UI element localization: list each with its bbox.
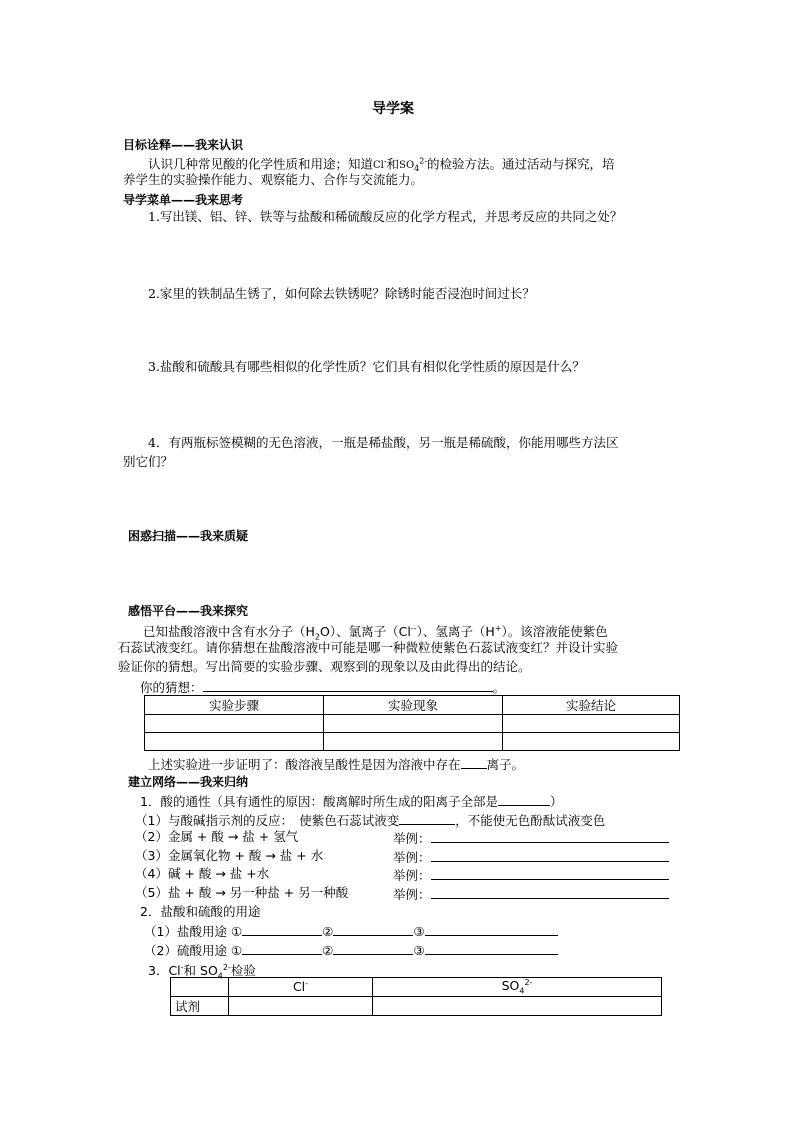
use-blank[interactable] bbox=[333, 941, 413, 955]
goals-line-2: 养学生的实验操作能力、观察能力、合作与交流能力。 bbox=[123, 172, 424, 187]
goals-text-b: 和 bbox=[386, 156, 400, 172]
example-label: 举例： bbox=[393, 848, 669, 866]
table-cell[interactable] bbox=[229, 996, 373, 1015]
uses-heading: 2．盐酸和硫酸的用途 bbox=[140, 904, 261, 919]
example-label: 举例： bbox=[393, 885, 669, 903]
table-row-reagent: 试剂 bbox=[171, 996, 229, 1015]
use-blank[interactable] bbox=[425, 941, 558, 955]
goals-text-a: 认识几种常见酸的化学性质和用途；知道 bbox=[148, 156, 374, 172]
question-4-line-1: 4．有两瓶标签模糊的无色溶液，一瓶是稀盐酸，另一瓶是稀硫酸，你能用哪些方法区 bbox=[148, 435, 619, 450]
use-blank[interactable] bbox=[425, 922, 558, 936]
table-header-phenomena: 实验现象 bbox=[324, 696, 503, 715]
explore-line-2: 石蕊试液变红。请你猜想在盐酸溶液中可能是哪一种微粒使紫色石蕊试液变红？并设计实验 bbox=[118, 640, 619, 655]
chloride-ion: Cl- bbox=[373, 157, 387, 172]
table-cell[interactable] bbox=[503, 733, 680, 751]
cation-blank[interactable] bbox=[498, 792, 550, 806]
experiment-table bbox=[144, 695, 680, 751]
table-cell[interactable] bbox=[324, 733, 503, 751]
example-blank[interactable] bbox=[431, 848, 669, 862]
ion-test-table bbox=[170, 977, 662, 1016]
page-title: 导学案 bbox=[372, 101, 414, 117]
example-label: 举例： bbox=[393, 829, 669, 847]
section-heading-doubts: 困惑扫描——我来质疑 bbox=[128, 529, 249, 543]
reaction-1: （1）与酸碱指示剂的反应： 使紫色石蕊试液变 ，不能使无色酚酞试液变色 bbox=[135, 813, 606, 828]
use-blank[interactable] bbox=[242, 941, 322, 955]
conclusion-line: 上述实验进一步证明了：酸溶液呈酸性是因为溶液中存在 离子。 bbox=[148, 757, 525, 772]
section-heading-goals: 目标诠释——我来认识 bbox=[123, 138, 244, 152]
sulfate-ion: $SO_4^{2-}$ bbox=[399, 157, 428, 174]
h2so4-uses-line: （2）硫酸用途 ① ② ③ bbox=[144, 941, 558, 959]
table-corner bbox=[171, 978, 229, 997]
guess-blank[interactable] bbox=[203, 678, 493, 692]
table-cell[interactable] bbox=[373, 996, 662, 1015]
explore-line-1: 已知盐酸溶液中含有水分子$(H_2O)$、氯离子（Cl--）、氢离子（H+）。该溶液能使紫色 bbox=[143, 624, 608, 642]
ion-blank[interactable] bbox=[461, 755, 487, 769]
table-header-conclusion: 实验结论 bbox=[503, 696, 680, 715]
table-header-chloride: Cl- bbox=[229, 978, 373, 997]
example-blank[interactable] bbox=[431, 885, 669, 899]
explore-line-3: 验证你的猜想。写出简要的实验步骤、观察到的现象以及由此得出的结论。 bbox=[118, 659, 531, 674]
question-3: 3.盐酸和硫酸具有哪些相似的化学性质？它们具有相似化学性质的原因是什么？ bbox=[148, 359, 585, 374]
table-cell[interactable] bbox=[145, 733, 324, 751]
reaction-4: （4）碱 + 酸 → 盐 +水 bbox=[135, 866, 270, 881]
section-heading-summary: 建立网络——我来归纳 bbox=[128, 775, 249, 789]
reaction-5: （5）盐 + 酸 → 另一种盐 + 另一种酸 bbox=[135, 885, 349, 900]
table-header-steps: 实验步骤 bbox=[145, 696, 324, 715]
goals-text-c: 的检验方法。通过活动与探究，培 bbox=[427, 156, 615, 172]
section-heading-think: 导学菜单——我来思考 bbox=[123, 193, 244, 207]
example-blank[interactable] bbox=[431, 866, 669, 880]
ion-test-heading: 3．Cl-和 $SO_4^{2-}$检验 bbox=[148, 963, 256, 981]
use-blank[interactable] bbox=[242, 922, 322, 936]
acid-properties-heading: 1．酸的通性（具有通性的原因：酸离解时所生成的阳离子全部是 ） bbox=[140, 794, 563, 809]
section-heading-explore: 感悟平台——我来探究 bbox=[128, 604, 249, 618]
table-cell[interactable] bbox=[503, 715, 680, 733]
example-label: 举例： bbox=[393, 866, 669, 884]
question-2: 2.家里的铁制品生锈了，如何除去铁锈呢？除锈时能否浸泡时间过长？ bbox=[148, 286, 535, 301]
use-blank[interactable] bbox=[333, 922, 413, 936]
hcl-uses-line: （1）盐酸用途 ① ② ③ bbox=[144, 922, 558, 940]
table-cell[interactable] bbox=[324, 715, 503, 733]
table-header-sulfate: $SO_4^{2-}$ bbox=[373, 978, 662, 997]
reaction-2: （2）金属 + 酸 → 盐 + 氢气 bbox=[135, 829, 299, 844]
question-1: 1.写出镁、铝、锌、铁等与盐酸和稀硫酸反应的化学方程式，并思考反应的共同之处？ bbox=[148, 209, 623, 224]
example-blank[interactable] bbox=[431, 829, 669, 843]
question-4-line-2: 别它们？ bbox=[123, 454, 174, 469]
reaction-3: （3）金属氧化物 + 酸 → 盐 + 水 bbox=[135, 848, 324, 863]
guess-line: 你的猜想： 。 bbox=[140, 680, 506, 695]
color-blank[interactable] bbox=[399, 811, 455, 825]
table-cell[interactable] bbox=[145, 715, 324, 733]
